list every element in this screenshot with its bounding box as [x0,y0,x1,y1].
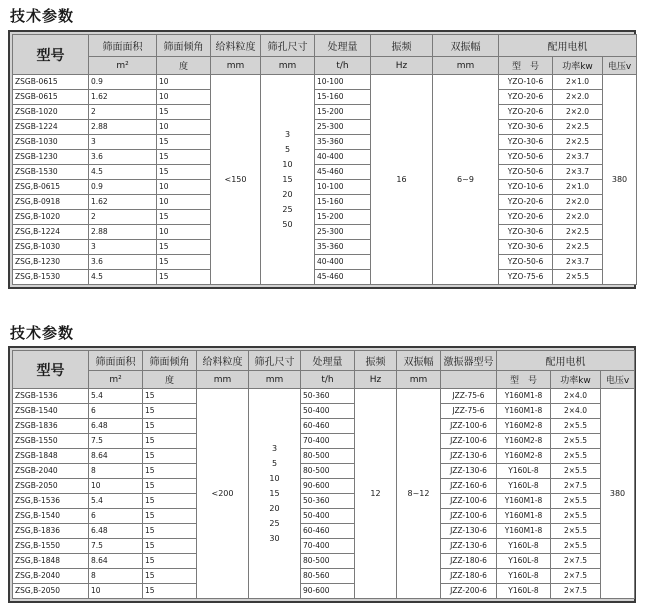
area-cell: 10 [89,584,143,599]
model-cell: ZSG,B-1836 [13,524,89,539]
vibrator-model-cell: JZZ-75-6 [441,389,497,404]
angle-cell: 15 [157,105,211,120]
area-cell: 2.88 [89,225,157,240]
area-cell: 0.9 [89,180,157,195]
frequency-cell: 16 [371,75,433,285]
capacity-cell: 80-500 [301,449,355,464]
header-amp: 双振幅 [433,35,499,57]
power-cell: 2×3.7 [553,165,603,180]
hole-size-value: 10 [269,474,280,483]
header-capacity: 处理量 [301,351,355,371]
header-motor: 配用电机 [499,35,637,57]
motor-model-cell: YZO-10-6 [499,75,553,90]
motor-model-cell: Y160M1-8 [497,524,551,539]
power-cell: 2×5.5 [553,270,603,285]
angle-cell: 10 [157,75,211,90]
angle-cell: 15 [143,479,197,494]
vibrator-model-cell: JZZ-200-6 [441,584,497,599]
table-row [13,270,637,285]
angle-cell: 15 [143,584,197,599]
capacity-cell: 90-600 [301,479,355,494]
capacity-cell: 10-100 [315,75,371,90]
unit-freq: Hz [355,371,397,389]
header-model: 型号 [13,35,89,75]
amplitude-cell: 8~12 [397,389,441,599]
hole-size-cell [261,75,315,285]
unit-capacity: t/h [315,57,371,75]
capacity-cell: 45-460 [315,270,371,285]
model-cell: ZSG,B-1230 [13,255,89,270]
hole-size-value: 50 [282,220,293,229]
unit-angle: 度 [157,57,211,75]
area-cell: 3 [89,240,157,255]
unit-freq: Hz [371,57,433,75]
capacity-cell: 25-300 [315,120,371,135]
power-cell: 2×7.5 [551,479,601,494]
table-row [13,165,637,180]
capacity-cell: 50-400 [301,404,355,419]
area-cell: 6.48 [89,524,143,539]
power-cell: 2×5.5 [551,464,601,479]
vibrator-model-cell: JZZ-180-6 [441,569,497,584]
power-cell: 2×2.5 [553,120,603,135]
motor-model-cell: Y160L-8 [497,569,551,584]
table-row [13,389,635,404]
model-cell: ZSGB-0615 [13,75,89,90]
hole-size-value: 25 [269,519,280,528]
motor-model-cell: YZO-20-6 [499,195,553,210]
power-cell: 2×5.5 [551,434,601,449]
hole-size-cell [249,389,301,599]
table-row [13,509,635,524]
table-row [13,150,637,165]
motor-model-cell: YZO-30-6 [499,240,553,255]
table-row [13,404,635,419]
unit-vibrator [441,371,497,389]
area-cell: 6 [89,404,143,419]
power-cell: 2×1.0 [553,180,603,195]
angle-cell: 15 [143,539,197,554]
angle-cell: 10 [157,90,211,105]
area-cell: 3.6 [89,150,157,165]
capacity-cell: 60-460 [301,419,355,434]
capacity-cell: 60-460 [301,524,355,539]
power-cell: 2×7.5 [551,584,601,599]
table-row [13,105,637,120]
area-cell: 8 [89,569,143,584]
area-cell: 3 [89,135,157,150]
vibrator-model-cell: JZZ-160-6 [441,479,497,494]
model-cell: ZSG,B-1030 [13,240,89,255]
vibrator-model-cell: JZZ-100-6 [441,494,497,509]
capacity-cell: 50-360 [301,494,355,509]
header-model: 型号 [13,351,89,389]
area-cell: 8.64 [89,554,143,569]
power-cell: 2×2.0 [553,210,603,225]
unit-capacity: t/h [301,371,355,389]
vibrator-model-cell: JZZ-130-6 [441,539,497,554]
vibrator-model-cell: JZZ-100-6 [441,434,497,449]
table-row [13,240,637,255]
power-cell: 2×3.7 [553,150,603,165]
vibrator-model-cell: JZZ-100-6 [441,419,497,434]
area-cell: 3.6 [89,255,157,270]
angle-cell: 15 [143,524,197,539]
section2-title: 技术参数 [10,324,75,342]
capacity-cell: 80-560 [301,569,355,584]
vibrator-model-cell: JZZ-130-6 [441,464,497,479]
area-cell: 5.4 [89,389,143,404]
table-row [13,75,637,90]
motor-model-cell: Y160M1-8 [497,509,551,524]
power-cell: 2×7.5 [551,569,601,584]
area-cell: 8.64 [89,449,143,464]
model-cell: ZSGB-1030 [13,135,89,150]
unit-amp: mm [433,57,499,75]
area-cell: 2.88 [89,120,157,135]
model-cell: ZSGB-2050 [13,479,89,494]
angle-cell: 15 [157,210,211,225]
table-row [13,464,635,479]
area-cell: 4.5 [89,165,157,180]
motor-model-cell: YZO-20-6 [499,90,553,105]
unit-feed: mm [211,57,261,75]
hole-size-value: 15 [282,175,293,184]
model-cell: ZSGB-2040 [13,464,89,479]
area-cell: 4.5 [89,270,157,285]
motor-model-cell: Y160L-8 [497,479,551,494]
capacity-cell: 40-400 [315,255,371,270]
power-cell: 2×2.0 [553,105,603,120]
table-row [13,494,635,509]
area-cell: 10 [89,479,143,494]
header-hole: 筛孔尺寸 [249,351,301,371]
angle-cell: 15 [143,494,197,509]
angle-cell: 15 [157,135,211,150]
capacity-cell: 80-500 [301,554,355,569]
header-angle: 筛面倾角 [157,35,211,57]
power-cell: 2×2.5 [553,240,603,255]
power-cell: 2×5.5 [551,539,601,554]
area-cell: 0.9 [89,75,157,90]
unit-feed: mm [197,371,249,389]
hole-size-value: 10 [282,160,293,169]
angle-cell: 10 [157,120,211,135]
table-row [13,195,637,210]
motor-model-cell: YZO-10-6 [499,180,553,195]
model-cell: ZSG,B-2050 [13,584,89,599]
capacity-cell: 25-300 [315,225,371,240]
table-row [13,569,635,584]
header-amp: 双振幅 [397,351,441,371]
header-voltage: 电压v [603,57,637,75]
motor-model-cell: YZO-30-6 [499,225,553,240]
capacity-cell: 40-400 [315,150,371,165]
frequency-cell: 12 [355,389,397,599]
hole-size-value: 25 [282,205,293,214]
table-row [13,449,635,464]
capacity-cell: 90-600 [301,584,355,599]
power-cell: 2×5.5 [551,509,601,524]
spec-table-1-body [13,75,637,285]
angle-cell: 15 [143,464,197,479]
motor-model-cell: YZO-20-6 [499,105,553,120]
motor-model-cell: YZO-50-6 [499,165,553,180]
area-cell: 6 [89,509,143,524]
capacity-cell: 70-400 [301,539,355,554]
spec-table-1 [12,34,637,285]
table-row [13,584,635,599]
header-area: 筛面面积 [89,351,143,371]
motor-model-cell: Y160M1-8 [497,494,551,509]
vibrator-model-cell: JZZ-180-6 [441,554,497,569]
power-cell: 2×4.0 [551,389,601,404]
hole-size-value: 3 [271,444,278,453]
model-cell: ZSGB-1224 [13,120,89,135]
hole-size-value: 5 [284,145,291,154]
capacity-cell: 80-500 [301,464,355,479]
area-cell: 1.62 [89,90,157,105]
table-row [13,210,637,225]
table-row [13,255,637,270]
model-cell: ZSG,B-1530 [13,270,89,285]
feed-size-cell: <200 [197,389,249,599]
motor-model-cell: Y160M2-8 [497,449,551,464]
capacity-cell: 50-400 [301,509,355,524]
model-cell: ZSG,B-0918 [13,195,89,210]
table-row [13,539,635,554]
capacity-cell: 15-160 [315,195,371,210]
motor-model-cell: YZO-20-6 [499,210,553,225]
angle-cell: 15 [143,509,197,524]
spec-table-2 [12,350,635,599]
header-motor-model: 型 号 [497,371,551,389]
hole-size-value: 15 [269,489,280,498]
hole-size-value: 20 [282,190,293,199]
motor-model-cell: YZO-75-6 [499,270,553,285]
header-freq: 振频 [355,351,397,371]
model-cell: ZSG,B-1224 [13,225,89,240]
section1-title: 技术参数 [10,7,75,25]
motor-model-cell: YZO-50-6 [499,150,553,165]
motor-model-cell: Y160M2-8 [497,419,551,434]
angle-cell: 15 [157,240,211,255]
power-cell: 2×1.0 [553,75,603,90]
unit-area: m² [89,57,157,75]
angle-cell: 15 [143,554,197,569]
feed-size-cell: <150 [211,75,261,285]
unit-hole: mm [249,371,301,389]
hole-size-value: 5 [271,459,278,468]
model-cell: ZSGB-1530 [13,165,89,180]
angle-cell: 15 [143,404,197,419]
capacity-cell: 15-160 [315,90,371,105]
area-cell: 6.48 [89,419,143,434]
model-cell: ZSGB-1230 [13,150,89,165]
model-cell: ZSG,B-2040 [13,569,89,584]
model-cell: ZSG,B-1540 [13,509,89,524]
table-row [13,419,635,434]
model-cell: ZSGB-1536 [13,389,89,404]
unit-angle: 度 [143,371,197,389]
power-cell: 2×7.5 [551,554,601,569]
unit-hole: mm [261,57,315,75]
header-power: 功率kw [553,57,603,75]
header-angle: 筛面倾角 [143,351,197,371]
angle-cell: 10 [157,195,211,210]
model-cell: ZSG,B-1536 [13,494,89,509]
header-feed: 给料粒度 [211,35,261,57]
table-row [13,120,637,135]
table-row [13,180,637,195]
capacity-cell: 35-360 [315,240,371,255]
angle-cell: 10 [157,225,211,240]
vibrator-model-cell: JZZ-130-6 [441,449,497,464]
model-cell: ZSGB-1020 [13,105,89,120]
power-cell: 2×2.0 [553,195,603,210]
angle-cell: 15 [143,389,197,404]
vibrator-model-cell: JZZ-100-6 [441,509,497,524]
area-cell: 1.62 [89,195,157,210]
header-area: 筛面面积 [89,35,157,57]
vibrator-model-cell: JZZ-75-6 [441,404,497,419]
header-vibrator: 激振器型号 [441,351,497,371]
motor-model-cell: Y160M1-8 [497,389,551,404]
angle-cell: 15 [157,150,211,165]
motor-model-cell: YZO-30-6 [499,135,553,150]
area-cell: 7.5 [89,539,143,554]
capacity-cell: 35-360 [315,135,371,150]
table-row [13,135,637,150]
model-cell: ZSG,B-1848 [13,554,89,569]
area-cell: 5.4 [89,494,143,509]
header-feed: 给料粒度 [197,351,249,371]
model-cell: ZSGB-1848 [13,449,89,464]
motor-model-cell: Y160L-8 [497,584,551,599]
model-cell: ZSG,B-0615 [13,180,89,195]
angle-cell: 15 [157,165,211,180]
table-row [13,554,635,569]
amplitude-cell: 6~9 [433,75,499,285]
power-cell: 2×3.7 [553,255,603,270]
area-cell: 7.5 [89,434,143,449]
hole-size-value: 30 [269,534,280,543]
motor-model-cell: Y160L-8 [497,464,551,479]
voltage-cell: 380 [603,75,637,285]
hole-size-value: 3 [284,130,291,139]
power-cell: 2×5.5 [551,524,601,539]
capacity-cell: 10-100 [315,180,371,195]
angle-cell: 15 [157,270,211,285]
capacity-cell: 15-200 [315,105,371,120]
header-motor: 配用电机 [497,351,635,371]
unit-amp: mm [397,371,441,389]
table-row [13,225,637,240]
header-voltage: 电压v [601,371,635,389]
capacity-cell: 45-460 [315,165,371,180]
table-row [13,524,635,539]
header-hole: 筛孔尺寸 [261,35,315,57]
angle-cell: 15 [157,255,211,270]
capacity-cell: 15-200 [315,210,371,225]
area-cell: 2 [89,105,157,120]
model-cell: ZSGB-1550 [13,434,89,449]
unit-area: m² [89,371,143,389]
area-cell: 2 [89,210,157,225]
model-cell: ZSGB-1540 [13,404,89,419]
spec-table-2-body [13,389,635,599]
angle-cell: 15 [143,569,197,584]
motor-model-cell: Y160L-8 [497,554,551,569]
angle-cell: 15 [143,419,197,434]
model-cell: ZSGB-0615 [13,90,89,105]
motor-model-cell: Y160L-8 [497,539,551,554]
spec-table-2-frame [8,346,636,603]
voltage-cell: 380 [601,389,635,599]
model-cell: ZSG,B-1020 [13,210,89,225]
spec-table-1-frame [8,30,636,289]
model-cell: ZSGB-1836 [13,419,89,434]
angle-cell: 10 [157,180,211,195]
angle-cell: 15 [143,449,197,464]
motor-model-cell: Y160M1-8 [497,404,551,419]
power-cell: 2×5.5 [551,419,601,434]
motor-model-cell: YZO-30-6 [499,120,553,135]
power-cell: 2×5.5 [551,449,601,464]
model-cell: ZSG,B-1550 [13,539,89,554]
power-cell: 2×2.5 [553,135,603,150]
table-row [13,90,637,105]
area-cell: 8 [89,464,143,479]
capacity-cell: 50-360 [301,389,355,404]
header-power: 功率kw [551,371,601,389]
table-row [13,434,635,449]
header-motor-model: 型 号 [499,57,553,75]
hole-size-value: 20 [269,504,280,513]
power-cell: 2×4.0 [551,404,601,419]
power-cell: 2×2.0 [553,90,603,105]
motor-model-cell: Y160M2-8 [497,434,551,449]
table-row [13,479,635,494]
power-cell: 2×2.5 [553,225,603,240]
motor-model-cell: YZO-50-6 [499,255,553,270]
header-freq: 振频 [371,35,433,57]
capacity-cell: 70-400 [301,434,355,449]
header-capacity: 处理量 [315,35,371,57]
angle-cell: 15 [143,434,197,449]
power-cell: 2×5.5 [551,494,601,509]
vibrator-model-cell: JZZ-130-6 [441,524,497,539]
